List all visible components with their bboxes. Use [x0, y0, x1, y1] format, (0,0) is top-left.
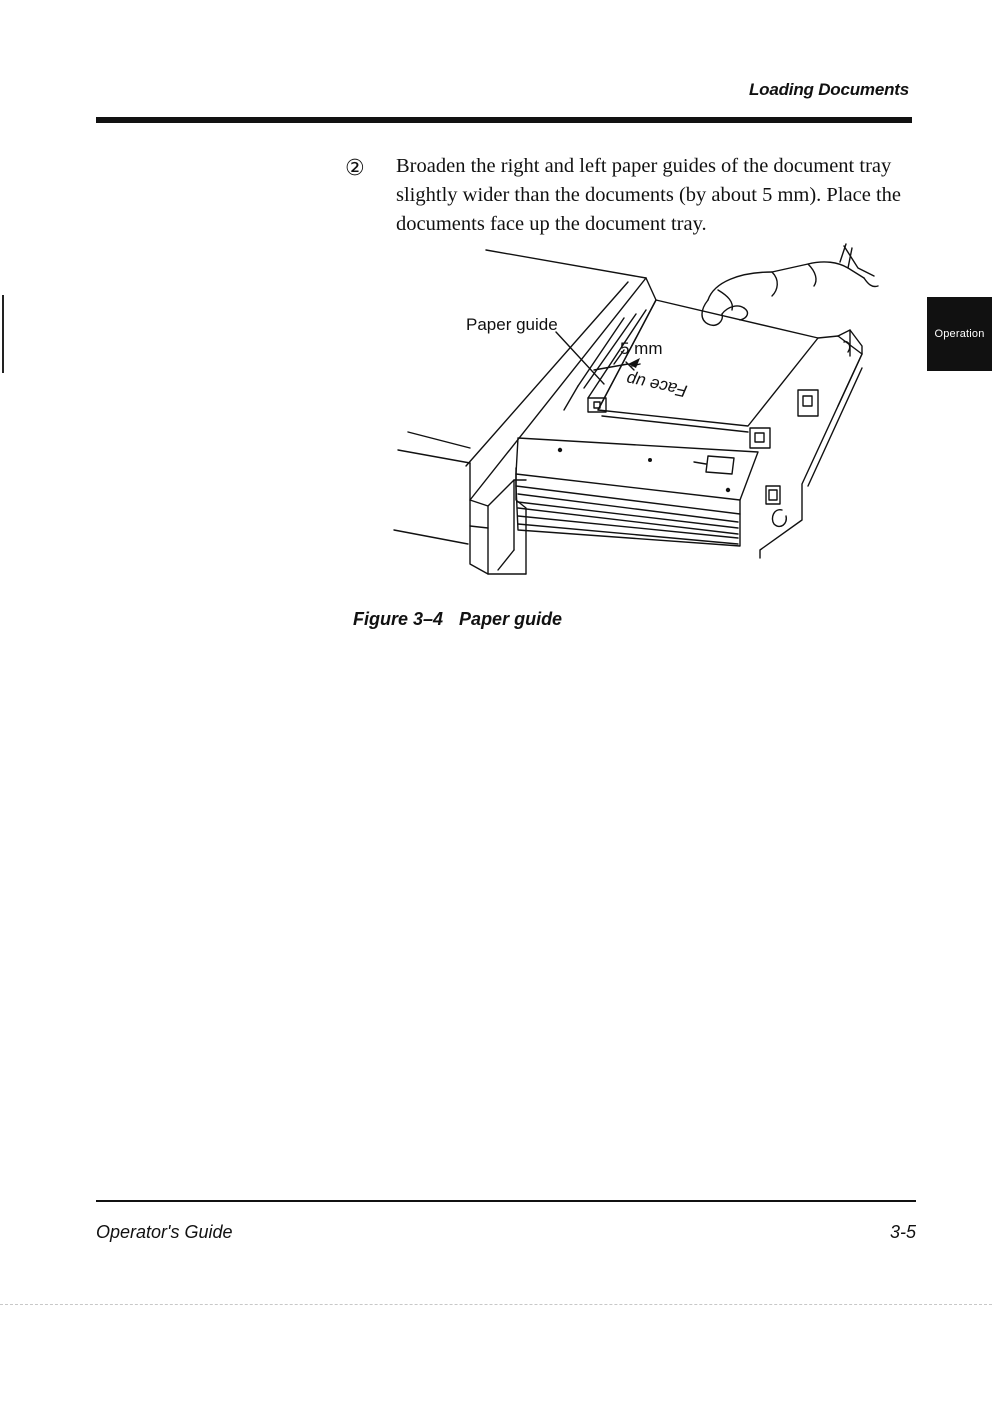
page-number: 3-5	[889, 1222, 916, 1242]
paper-guide-figure	[388, 238, 908, 590]
running-header-title: Loading Documents	[749, 80, 909, 99]
tray-illustration	[388, 238, 908, 590]
paper-guide-label: Paper guide	[466, 315, 558, 334]
step-instruction: Broaden the right and left paper guides of the document tray slightly wider than the documents (by about 5 mm). Place the documents face up the document tray.	[396, 155, 901, 235]
scan-artifact-line	[0, 1304, 992, 1305]
footer-guide-title: Operator's Guide	[96, 1222, 233, 1242]
figure-number: Figure 3–4	[353, 609, 444, 629]
footer-rule	[96, 1200, 916, 1202]
step-number: ②	[345, 156, 365, 181]
figure-title: Paper guide	[459, 609, 563, 629]
header-rule	[96, 117, 912, 123]
scan-edge-mark	[2, 295, 4, 373]
figure-caption	[353, 609, 562, 630]
section-tab-label: Operation	[934, 328, 985, 340]
face-up-label: Face up	[624, 369, 689, 401]
section-tab[interactable]	[927, 297, 992, 371]
gap-dimension-label: 5 mm	[620, 339, 663, 358]
